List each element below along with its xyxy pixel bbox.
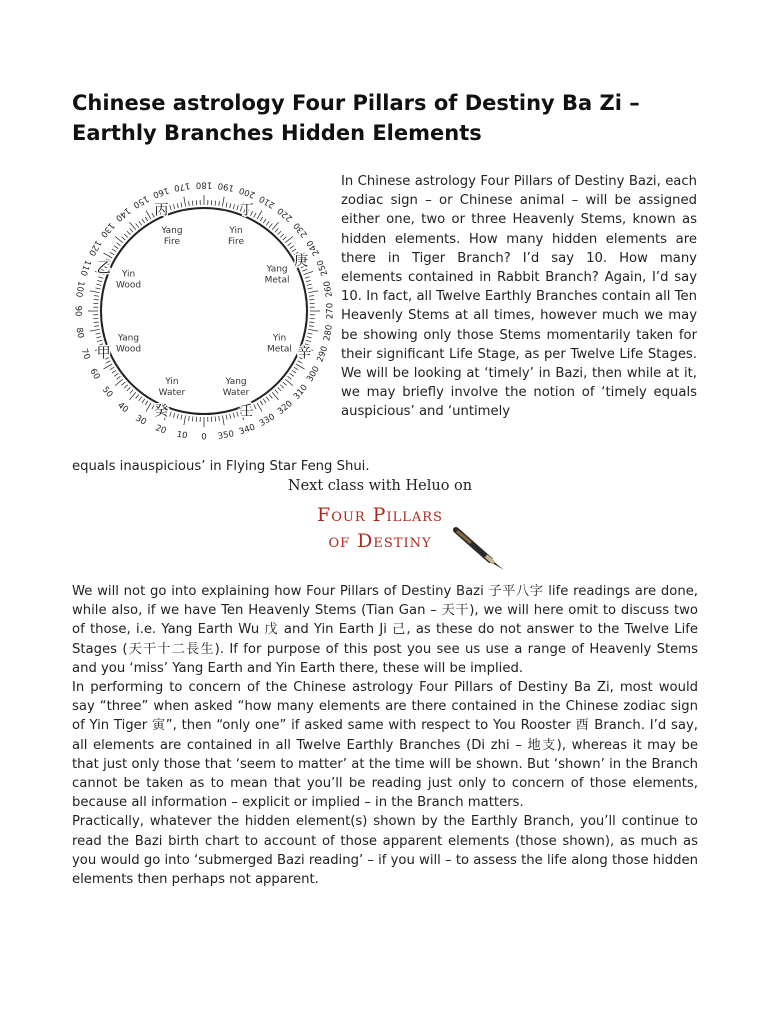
degree-ticks [88,195,320,427]
stem-element-label: Water [222,387,250,398]
degree-label: 140 [113,205,133,224]
stem-group [228,203,254,247]
degree-tick [94,322,99,323]
page-title: Chinese astrology Four Pillars of Destiny Ba Zi – Earthly Branches Hidden Elements [72,91,640,145]
degree-tick [275,390,278,394]
degree-tick [288,243,292,246]
stem-element-label: Water [158,387,186,398]
body-paragraph: Practically, whatever the hidden element(s) shown by the Earthly Branch, you’ll continue to read the Bazi birth chart to account of those apparent elements (those shown), as much as you would go into ‘submerged Bazi reading’ – if you will – to assess the life along those hidden elements then perhaps not apparent. [72,814,698,888]
degree-tick [237,412,239,417]
degree-tick [222,197,224,207]
degree-tick [112,249,116,252]
degree-label: 250 [315,258,331,278]
degree-tick [115,236,123,242]
degree-tick [130,390,133,394]
degree-label: 130 [98,220,117,240]
degree-tick [95,288,100,289]
degree-label: 230 [291,220,310,240]
degree-tick [173,204,174,209]
degree-tick [226,202,227,207]
degree-tick [263,399,266,403]
stem-group [223,377,254,419]
degree-tick [308,288,313,289]
degree-tick [278,231,281,235]
degree-tick [184,197,186,207]
stem-polarity-label: Yang [161,226,183,237]
degree-tick [146,403,151,412]
degree-tick [139,221,142,225]
degree-tick [122,382,126,385]
degree-label: 260 [322,280,335,298]
degree-tick [124,385,128,388]
degree-tick [117,376,121,379]
degree-labels [73,180,336,443]
degree-tick [308,333,313,334]
degree-tick [296,364,305,369]
degree-tick [308,329,318,331]
degree-tick [94,299,99,300]
degree-tick [129,222,135,230]
degree-label: 40 [115,400,131,416]
degree-label: 150 [131,193,151,210]
degree-tick [90,329,100,331]
stem-element-label: Metal [264,275,290,286]
degree-tick [142,219,145,223]
degree-tick [96,337,101,338]
degree-tick [302,269,307,271]
degree-tick [283,382,287,385]
degree-tick [104,253,113,258]
degree-tick [97,280,102,281]
degree-tick [98,277,103,279]
degree-tick [94,326,99,327]
degree-label: 110 [77,258,93,278]
stem-polarity-label: Yang [117,333,140,344]
degree-label: 220 [275,205,295,224]
intro-text-block [341,172,697,422]
degree-label: 330 [257,412,277,429]
stem-element-label: Metal [267,344,292,355]
degree-tick [219,201,220,206]
degree-label: 90 [72,305,83,317]
degree-tick [110,252,114,255]
stem-character: 壬 [239,403,254,420]
degree-label: 30 [133,413,148,428]
degree-tick [266,221,269,225]
degree-tick [215,201,216,206]
degree-tick [233,204,234,209]
degree-tick [305,277,310,279]
degree-tick [257,211,262,220]
degree-tick [127,231,130,235]
degree-tick [145,401,148,405]
degree-tick [130,229,133,233]
degree-tick [226,415,227,420]
degree-tick [115,379,123,385]
degree-tick [96,284,101,285]
degree-tick [260,217,263,221]
degree-tick [192,201,193,206]
degree-tick [117,243,121,246]
stem-character: 丁 [239,202,254,219]
degree-tick [215,416,216,421]
degree-tick [139,397,142,401]
degree-tick [112,370,116,373]
stem-character: 癸 [154,403,169,420]
degree-label: 310 [291,382,310,402]
stem-polarity-label: Yin [165,376,179,387]
degree-tick [266,397,269,401]
degree-tick [184,415,186,425]
degree-tick [94,296,99,297]
degree-label: 20 [153,423,168,437]
intro-paragraph: In Chinese astrology Four Pillars of Destiny Bazi, each zodiac sign – or Chinese animal – will be assigned either one, two or three Heavenly Stems, known as hidden elements. How many hidden elements are there in Tiger Branch? I’d say 10. How many elements contained in Rabbit Branch? Again, I’d say 10. In fact, all Twelve Earthly Branches contain all Ten Heavenly Stems at all times, however much we may be showing only those Stems momentarily taken for their significant Life Stage, as per Twelve Life Stages. We will be looking at ‘timely’ in Bazi, then while at it, we may briefly involve the notion of ‘timely equals auspicious’ and ‘untimely [341,174,697,420]
degree-label: 10 [175,429,189,442]
degree-tick [275,229,278,233]
degree-label: 0 [201,432,207,443]
promo-title-line2: of Destiny [328,530,432,552]
degree-tick [306,340,311,341]
degree-tick [278,387,281,391]
degree-label: 170 [173,180,191,193]
degree-label: 290 [315,344,331,364]
degree-tick [309,326,314,327]
body-paragraph: We will not go into explaining how Four Pillars of Destiny Bazi 子平八字 life readings are done, while also, if we have Ten Heavenly Stems (Tian Gan – 天干), we will here omit to discuss two of those, i.e. Yang Earth Wu 戊 and Yin Earth Ji 己, as these do not answer to the Twelve Life Stages (天干十二長生). If for purpose of this post you see us use a range of Heavenly Stems and you ‘miss’ Yang Earth and Yin Earth there, these will be implied. [72,584,698,676]
degree-tick [97,340,102,341]
degree-tick [222,415,224,425]
stem-character: 庚 [294,253,309,270]
degree-tick [173,413,174,418]
degree-label: 320 [275,398,295,417]
degree-label: 240 [305,238,322,258]
degree-label: 60 [87,367,102,382]
degree-tick [272,222,278,230]
degree-tick [177,203,178,208]
degree-tick [124,234,128,237]
degree-tick [230,414,231,419]
degree-label: 70 [78,347,92,362]
degree-tick [288,376,292,379]
degree-label: 180 [195,179,213,190]
degree-tick [292,249,296,252]
degree-tick [272,392,278,400]
degree-tick [306,280,311,281]
degree-tick [269,395,272,399]
degree-tick [285,379,293,385]
degree-label: 270 [325,302,336,320]
stem-group [267,334,311,362]
degree-tick [230,203,231,208]
stem-element-label: Wood [115,344,142,355]
stem-character: 丙 [154,202,169,219]
degree-tick [129,392,135,400]
calligraphy-brush-icon [450,526,506,572]
degree-tick [237,205,239,210]
degree-label: 80 [73,326,86,340]
degree-tick [114,373,118,376]
degree-tick [308,291,318,293]
degree-tick [177,414,178,419]
inner-ring [101,208,307,414]
degree-tick [254,213,256,217]
degree-label: 50 [99,384,115,400]
stem-polarity-label: Yang [266,264,288,275]
degree-tick [189,416,190,421]
degree-label: 190 [217,180,235,193]
stem-polarity-label: Yang [225,376,247,387]
degree-tick [309,299,314,300]
degree-tick [260,401,263,405]
degree-tick [127,387,130,391]
degree-tick [280,234,284,237]
degree-tick [290,373,294,376]
stem-group [97,334,141,362]
degree-label: 350 [217,429,235,442]
compass-wheel-diagram [66,168,342,454]
promo-banner[interactable] [270,474,510,574]
promo-subtitle: Next class with Heluo on [287,478,473,494]
degree-tick [181,415,182,420]
stem-element-label: Wood [115,280,142,291]
degree-tick [170,412,172,417]
degree-label: 100 [73,280,86,298]
degree-tick [114,246,118,249]
body-paragraph: In performing to concern of the Chinese astrology Four Pillars of Destiny Ba Zi, most would say “three” when asked “how many elements are there contained in the Chinese zodiac sign of Yin Tiger 寅”, then “only one” if asked same with respect to You Rooster 酉 Branch. I’d say, all elements are contained in all Twelve Earthly Branches (Di zhi – 地支), whereas it may be that just only those that ‘seem to matter’ at the time will be shown. But ‘shown’ in the Branch cannot be taken as to mean that you’ll be reading just only to concern of those elements, because all information – explicit or implied – in the Branch matters. [72,680,698,811]
degree-tick [257,403,262,412]
stem-polarity-label: Yin [121,269,136,280]
degree-tick [219,416,220,421]
degree-label: 300 [305,364,322,384]
stem-polarity-label: Yin [229,226,243,237]
stem-element-label: Fire [163,237,180,248]
degree-tick [254,405,256,409]
degree-tick [104,364,113,369]
degree-tick [309,322,314,323]
degree-tick [145,217,148,221]
degree-tick [307,337,312,338]
stem-character: 乙 [96,260,111,277]
degree-tick [283,237,287,240]
degree-label: 280 [322,324,335,342]
stem-polarity-label: Yin [272,333,287,344]
degree-tick [269,224,272,228]
degree-tick [122,237,126,240]
degree-tick [192,416,193,421]
stem-character: 辛 [297,345,312,362]
stem-element-label: Fire [228,237,245,248]
degree-label: 200 [237,184,257,200]
degree-label: 120 [86,238,103,258]
degree-tick [304,271,313,274]
heavenly-stems [97,203,312,420]
degree-tick [146,211,151,220]
degree-label: 160 [151,184,171,200]
degree-tick [285,236,293,242]
degree-tick [294,367,298,370]
degree-tick [90,291,100,293]
degree-tick [170,205,172,210]
degree-tick [136,395,139,399]
degree-tick [110,367,114,370]
degree-tick [309,296,314,297]
degree-tick [95,333,100,334]
article-body [72,582,698,889]
degree-tick [233,413,234,418]
degree-tick [181,202,182,207]
promo-title-line1: Four Pillars [317,504,443,526]
degree-label: 210 [257,193,277,210]
degree-tick [136,224,139,228]
degree-tick [290,246,294,249]
degree-tick [307,284,312,285]
degree-tick [142,399,145,403]
degree-tick [280,385,284,388]
stem-character: 甲 [96,345,111,362]
stem-group [154,377,185,419]
degree-tick [263,219,266,223]
degree-label: 340 [237,422,257,438]
degree-tick [292,370,296,373]
intro-paragraph-tail: equals inauspicious’ in Flying Star Feng Shui. [72,459,370,474]
degree-tick [189,201,190,206]
stem-group [154,203,182,247]
